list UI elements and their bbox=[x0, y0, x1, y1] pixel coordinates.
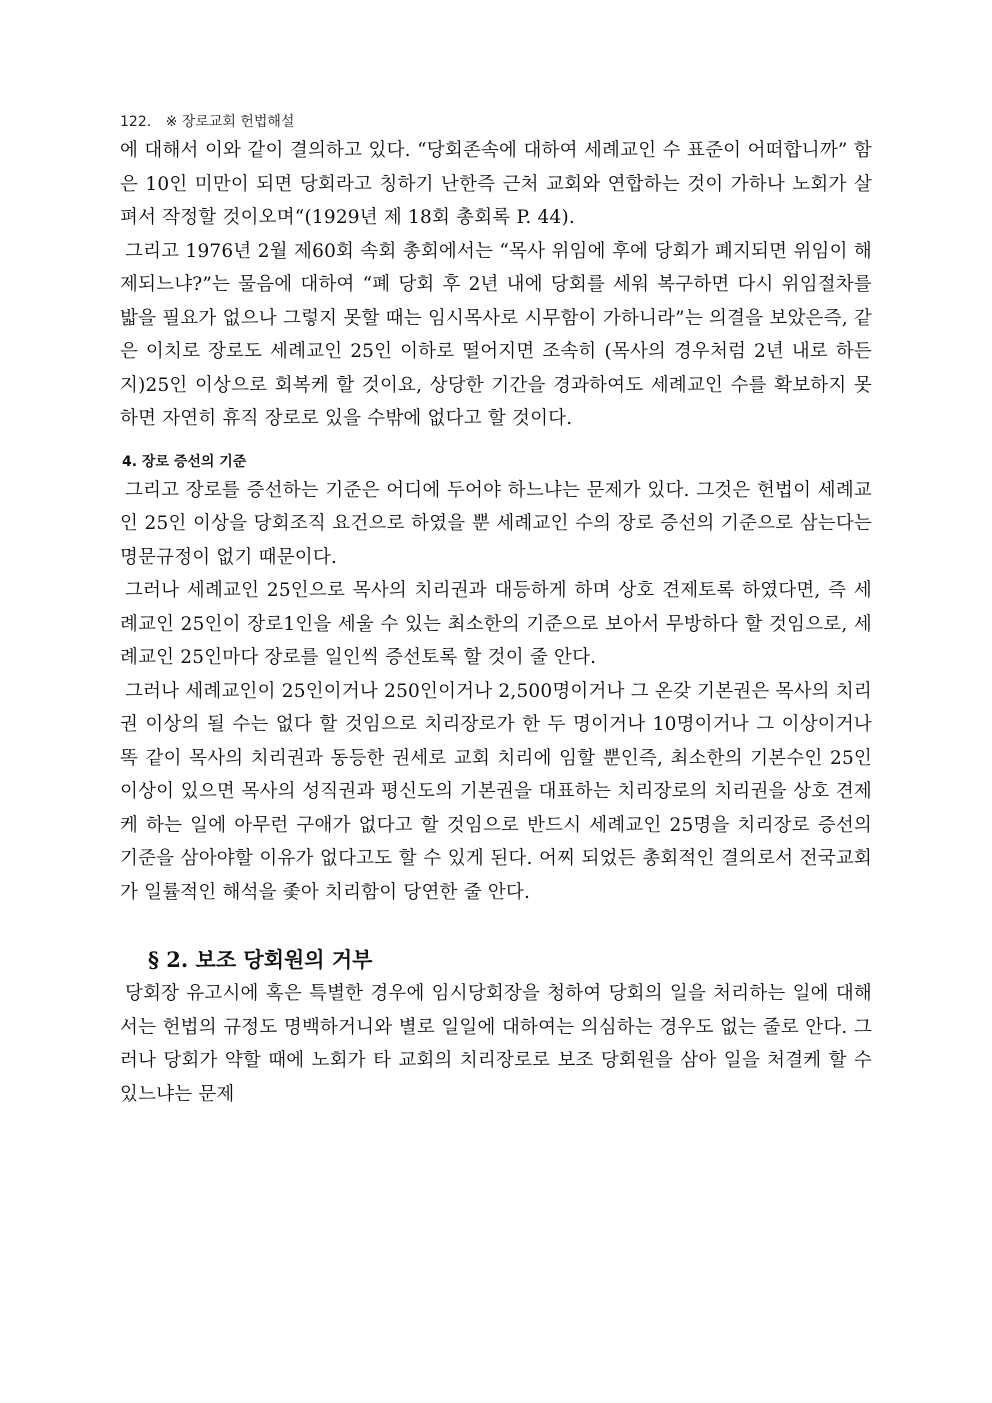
section-heading: § 2. 보조 당회원의 거부 bbox=[148, 947, 373, 972]
paragraph-assistant-session: 당회장 유고시에 혹은 특별한 경우에 임시당회장을 청하여 당회의 일을 처리하는 일에 대해서는 헌법의 규정도 명백하거니와 별로 일일에 대하여는 의심하는 경우도 없는 줄로 안다. 그러나 당회가 약할 때에 노회가 타 교회의 치리장로로 보조 당회원을 삼아 일을 처결케 할 수 있느냐는 문제 bbox=[120, 983, 872, 1105]
page-number: 122. bbox=[120, 114, 152, 130]
paragraph-continuation: 에 대해서 이와 같이 결의하고 있다. “당회존속에 대하여 세례교인 수 표준이 어떠합니까” 함은 10인 미만이 되면 당회라고 칭하기 난한즉 근처 교회와 연합하는 것이 가하나 노회가 살펴서 작정할 것이오며“(1929년 제 18회 총회록 P. 44). bbox=[120, 140, 872, 228]
book-title: ※ 장로교회 헌법해설 bbox=[165, 114, 295, 130]
spacer bbox=[120, 909, 872, 943]
paragraph-1976-assembly: 그리고 1976년 2월 제60회 속회 총회에서는 “목사 위임에 후에 당회가 폐지되면 위임이 해제되느냐?”는 물음에 대하여 “폐 당회 후 2년 내에 당회를 세워 복구하면 다시 위임절차를 밟을 필요가 없으나 그렇지 못할 때는 임시목사로 시무함이 가하니라”는 의결을 보았은즉, 같은 이치로 장로도 세례교인 25인 이하로 떨어지면 조속히 (목사의 경우처럼 2년 내로 하든지)25인 이상으로 회복케 할 것이요, 상당한 기간을 경과하여도 세례교인 수를 확보하지 못하면 자연히 휴직 장로로 있을 수밖에 없다고 할 것이다. bbox=[120, 240, 872, 429]
paragraph-elder-authority: 그러나 세례교인이 25인이거나 250인이거나 2,500명이거나 그 온갖 기본권은 목사의 치리권 이상의 될 수는 없다 할 것임으로 치리장로가 한 두 명이거나 10명이거나 그 이상이거나 똑 같이 목사의 치리권과 동등한 권세로 교회 치리에 임할 뿐인즉, 최소한의 기본수인 25인 이상이 있으면 목사의 성직권과 평신도의 기본권을 대표하는 치리장로의 치리권을 상호 견제케 하는 일에 아무런 구애가 없다고 할 것임으로 반드시 세례교인 25명을 치리장로 증선의 기준을 삼아야할 이유가 없다고도 할 수 있게 된다. 어찌 되었든 총회적인 결의로서 전국교회가 일률적인 해석을 좇아 치리함이 당연한 줄 안다. bbox=[120, 680, 872, 903]
paragraph-elder-criteria: 그리고 장로를 증선하는 기준은 어디에 두어야 하느냐는 문제가 있다. 그것은 헌법이 세례교인 25인 이상을 당회조직 요건으로 하였을 뿐 세례교인 수의 장로 증선의 기준으로 삼는다는 명문규정이 없기 때문이다. bbox=[120, 479, 872, 568]
paragraph-elder-per-25: 그러나 세례교인 25인으로 목사의 치리권과 대등하게 하며 상호 견제토록 하였다면, 즉 세례교인 25인이 장로1인을 세울 수 있는 최소한의 기준으로 보아서 무방하다 할 것임으로, 세례교인 25인마다 장로를 일인씩 증선토록 할 것이 줄 안다. bbox=[120, 580, 872, 668]
document-page bbox=[120, 112, 872, 1111]
running-header bbox=[120, 112, 872, 132]
spacer bbox=[120, 436, 872, 450]
subsection-heading: 4. 장로 증선의 기준 bbox=[122, 453, 247, 470]
